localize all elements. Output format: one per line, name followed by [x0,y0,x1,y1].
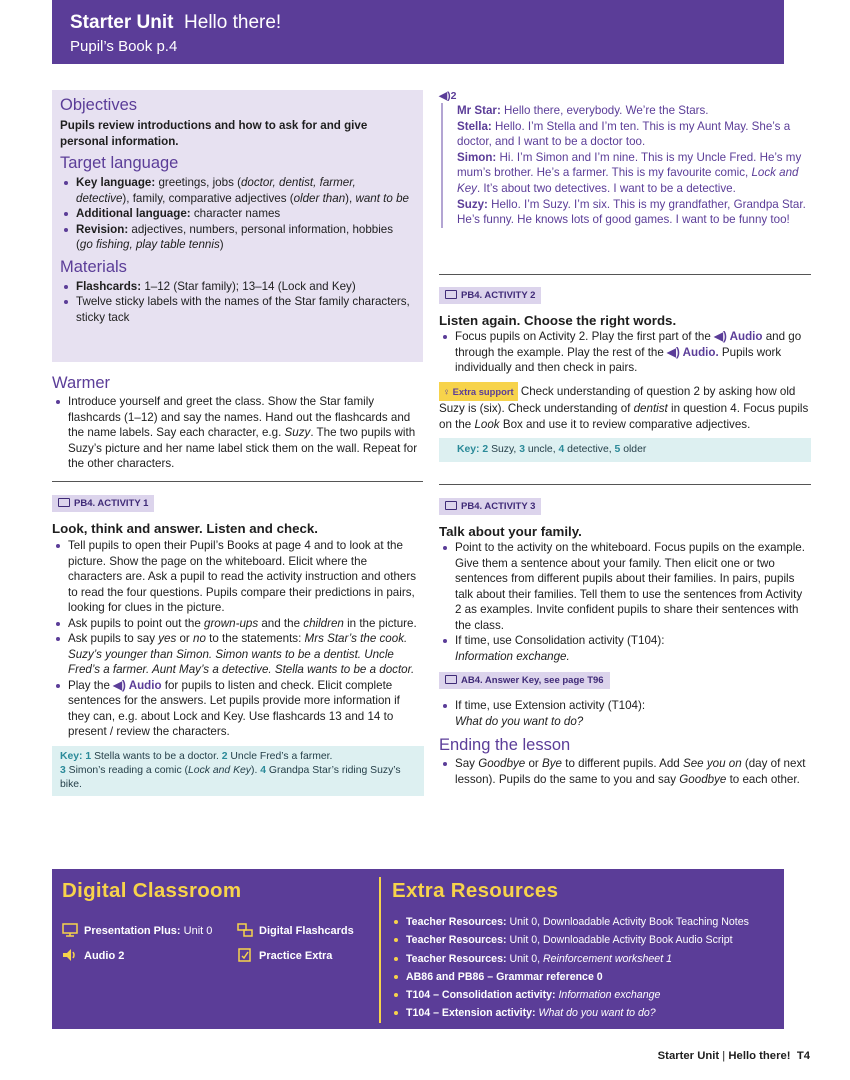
digital-flashcards-link[interactable]: Digital Flashcards [237,923,354,937]
ending-list [439,756,811,787]
list-item: Additional language: character names [60,206,412,222]
list-item: If time, use Consolidation activity (T104): Information exchange. [439,633,811,664]
audio-icon [62,948,78,962]
materials-heading: Materials [60,257,127,276]
resource-item[interactable]: T104 – Extension activity: What do you want to do? [392,1004,777,1022]
resource-item[interactable]: Teacher Resources: Unit 0, Downloadable Activity Book Audio Script [392,931,777,949]
activity-2-tag: PB4. ACTIVITY 2 [439,287,541,304]
activity-3-section [439,496,811,787]
list-item: Twelve sticky labels with the names of the Star family characters, sticky tack [60,294,412,325]
presentation-plus-link[interactable]: Presentation Plus: Unit 0 [62,923,212,937]
activity-1-section [52,493,424,796]
digital-classroom [62,879,372,962]
track-number: ◀)2 [439,90,457,102]
list-item: Point to the activity on the whiteboard. Focus pupils on the example. Give them a sentence about your family. Then elicit one or two sentences from different pupils about their families. In pairs, pupils talk about their families. Tell them to use the sentences from Activity 2 as examples. Invite confident pupils to share their sentences with the class. [439,540,811,633]
script-line: Stella: Hello. I’m Stella and I’m ten. This is my Aunt May. She’s a doctor, and I want to be a doctor too. [457,119,791,149]
extra-resources-list [392,913,777,1023]
script-line: Mr Star: Hello there, everybody. We’re the Stars. [457,104,709,117]
list-item: Play the ◀) Audio for pupils to listen and check. Elicit complete sentences for the answers. Let pupils provide more information if they can, e.g. about Lock and Key. Use flashcards 13 and 14 to present / review the characters. [52,678,424,740]
ab-answer-key-tag[interactable]: AB4. Answer Key, see page T96 [439,672,610,689]
audio-icon: ◀) [667,345,680,359]
book-icon [445,675,457,684]
audio-link[interactable]: ◀) Audio [714,330,763,343]
activity-1-tag: PB4. ACTIVITY 1 [52,495,154,512]
audio-icon: ◀) [113,678,126,692]
activity-3-title: Talk about your family. [439,524,582,539]
divider [439,274,811,275]
script-line: Suzy: Hello. I’m Suzy. I’m six. This is my grandfather, Grandpa Star. He’s funny. He knows lots of good games. I want to be funny too! [457,197,806,227]
practice-icon [237,948,253,962]
book-icon [58,498,70,507]
book-icon [445,501,457,510]
activity-2-key: Key: 2 Suzy, 3 uncle, 4 detective, 5 older [439,438,811,462]
target-language-heading: Target language [60,154,179,172]
activity-3-list [439,540,811,664]
activity-2-list [439,329,811,376]
audio-2-link[interactable]: Audio 2 [62,948,124,962]
page-number: T4 [796,1050,810,1062]
resource-item[interactable]: AB86 and PB86 – Grammar reference 0 [392,968,777,986]
objectives-heading: Objectives [60,96,138,114]
divider [52,481,423,482]
header-subtitle: Pupil’s Book p.4 [70,38,178,55]
list-item: Introduce yourself and greet the class. Show the Star family flashcards (1–12) and say the names. Hand out the flashcards and the name labels. Say each character, e.g. Suzy. The two pupils with Suzy’s picture and her name label stick them on the wall. Repeat for the other characters. [52,394,420,472]
list-item: Say Goodbye or Bye to different pupils. Add See you on (day of next lesson). Pupils do the same to you and say Goodbye to each other. [439,756,811,787]
script-lines [441,103,811,228]
practice-extra-link[interactable]: Practice Extra [237,948,332,962]
header-title [70,12,281,34]
resource-item[interactable]: Teacher Resources: Unit 0, Reinforcement worksheet 1 [392,950,777,968]
activity-1-key: Key: 1 Stella wants to be a doctor. 2 Uncle Fred’s a farmer. 3 Simon’s reading a comic (Lock and Key). 4 Grandpa Star’s riding Suzy’s bike. [52,746,424,796]
warmer-heading: Warmer [52,374,111,392]
list-item: If time, use Extension activity (T104): What do you want to do? [439,698,811,729]
divider [439,484,811,485]
extra-resources [392,879,777,1023]
objectives-text: Pupils review introductions and how to ask for and give personal information. [60,119,368,148]
list-item: Tell pupils to open their Pupil’s Books at page 4 and to look at the picture. Show the page on the whiteboard. Elicit where the characters are. Ask a pupil to read the activity instruction and others to read the four questions. Pupils compare their predictions in pairs, looking for clues in the picture. [52,538,424,616]
list-item: Ask pupils to say yes or no to the statements: Mrs Star’s the cook. Suzy’s younger than Simon. Simon wants to be a dentist. Uncle Fred’s a farmer. Aunt May’s a detective. Stella wants to be a doctor. [52,631,424,678]
unit-label: Starter Unit [70,12,174,33]
activity-3-extension [439,698,811,729]
script-line: Simon: Hi. I’m Simon and I’m nine. This is my Uncle Fred. He’s my mum’s brother. He’s a farmer. This is my favourite comic, Lock and Key. It’s about two detectives. I want to be a detective. [457,150,802,195]
resource-item[interactable]: T104 – Consolidation activity: Information exchange [392,986,777,1004]
extra-support: ♀ Extra support Check understanding of question 2 by asking how old Suzy is (six). Check understanding of dentist in question 4. Focus pupils on the Look Box and use it to review comparative adjectives. [439,382,811,433]
warmer-list [52,394,420,472]
list-item: Flashcards: 1–12 (Star family); 13–14 (Lock and Key) [60,279,412,295]
flashcards-icon [237,923,253,937]
bulb-icon: ♀ [443,385,451,397]
materials-list [60,279,412,326]
resource-item[interactable]: Teacher Resources: Unit 0, Downloadable Activity Book Teaching Notes [392,913,777,931]
presentation-icon [62,923,78,937]
activity-1-title: Look, think and answer. Listen and check. [52,521,319,536]
audio-link[interactable]: ◀) Audio [113,678,162,692]
extra-support-badge: ♀ Extra support [439,382,518,402]
activity-1-list [52,538,424,740]
audio-link[interactable]: ◀) Audio. [667,345,719,359]
audio-script [439,90,811,228]
resources-box [52,869,784,1029]
page-header [52,0,784,64]
target-language-list [60,175,412,253]
page-footer: Starter Unit | Hello there! T4 [657,1050,810,1062]
activity-3-tag: PB4. ACTIVITY 3 [439,498,541,515]
divider [379,877,381,1023]
list-item: Key language: greetings, jobs (doctor, dentist, farmer, detective), family, comparative adjectives (older than), want to be [60,175,412,206]
list-item: Revision: adjectives, numbers, personal information, hobbies (go fishing, play table tennis) [60,222,412,253]
warmer-section [52,374,420,472]
list-item: Focus pupils on Activity 2. Play the first part of the ◀) Audio and go through the example. Play the rest of the ◀) Audio. Pupils work individually and then check in pairs. [439,329,811,376]
objectives-box [52,90,423,362]
book-icon [445,290,457,299]
ending-heading: Ending the lesson [439,736,571,754]
audio-icon: ◀) [714,330,727,343]
list-item: Ask pupils to point out the grown-ups and the children in the picture. [52,616,424,632]
activity-2-section [439,285,811,462]
extra-resources-heading: Extra Resources [392,879,559,902]
unit-title: Hello there! [184,12,282,33]
audio-icon: ◀) [439,90,451,102]
activity-2-title: Listen again. Choose the right words. [439,313,677,328]
digital-classroom-heading: Digital Classroom [62,879,242,902]
